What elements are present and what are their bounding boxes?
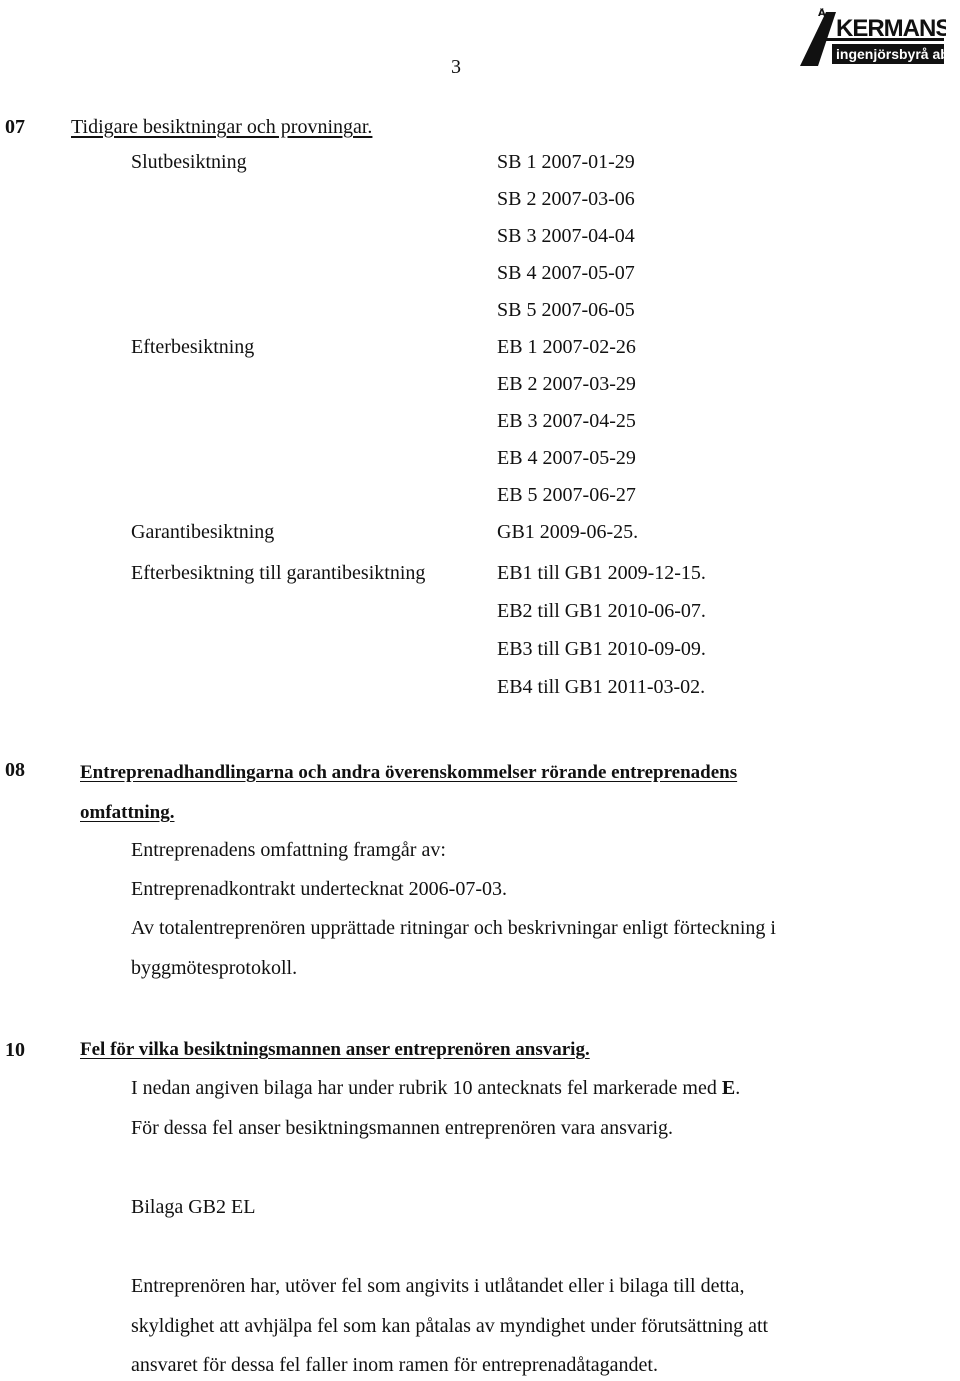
inspection-label: Efterbesiktning till garantibesiktning [131, 562, 426, 584]
inspection-entry: GB1 2009-06-25. [497, 521, 639, 543]
inspection-entry: EB3 till GB1 2010-09-09. [497, 638, 706, 660]
body-line: Entreprenören har, utöver fel som angivits i utlåtandet eller i bilaga till detta, [131, 1275, 745, 1297]
logo-sub: ingenjörsbyrå ab [836, 46, 946, 62]
section-heading-10: Fel för vilka besiktningsmannen anser entreprenören ansvarig. [80, 1039, 590, 1060]
inspection-entry: SB 5 2007-06-05 [497, 299, 635, 321]
inspection-entry: SB 4 2007-05-07 [497, 262, 635, 284]
body-line: Entreprenadens omfattning framgår av: [131, 839, 446, 861]
inspection-entry: EB 2 2007-03-29 [497, 373, 636, 395]
inspection-entry: SB 2 2007-03-06 [497, 188, 635, 210]
inspection-label: Efterbesiktning [131, 336, 255, 358]
body-line: skyldighet att avhjälpa fel som kan påtalas av myndighet under förutsättning att [131, 1315, 769, 1337]
company-logo [796, 8, 946, 68]
section-number-10: 10 [5, 1039, 25, 1061]
logo-initial: Å [818, 8, 826, 19]
body-line [131, 1078, 740, 1098]
body-line: ansvaret för dessa fel faller inom ramen för entreprenadåtagandet. [131, 1354, 658, 1376]
page-number: 3 [451, 56, 461, 78]
inspection-entry: EB 5 2007-06-27 [497, 484, 636, 506]
section-number-07: 07 [5, 116, 25, 138]
inspection-entry: EB 1 2007-02-26 [497, 336, 636, 358]
inspection-label: Garantibesiktning [131, 521, 275, 543]
section-heading-07: Tidigare besiktningar och provningar. [71, 116, 373, 138]
inspection-entry: EB1 till GB1 2009-12-15. [497, 562, 706, 584]
inspection-entry: SB 3 2007-04-04 [497, 225, 635, 247]
inspection-entry: SB 1 2007-01-29 [497, 151, 635, 173]
attachment-label: Bilaga GB2 EL [131, 1196, 256, 1218]
inspection-entry: EB2 till GB1 2010-06-07. [497, 600, 706, 622]
body-line-text: I nedan angiven bilaga har under rubrik 10 antecknats fel markerade med [131, 1077, 717, 1099]
mark-end: . [735, 1077, 741, 1099]
body-line: För dessa fel anser besiktningsmannen entreprenören vara ansvarig. [131, 1117, 674, 1139]
section-heading-08-line2: omfattning. [80, 802, 175, 823]
body-line: byggmötesprotokoll. [131, 957, 298, 979]
logo-name: KERMANS [836, 15, 946, 42]
body-line: Av totalentreprenören upprättade ritningar och beskrivningar enligt förteckning i [131, 917, 776, 939]
akermans-logo-mark [796, 8, 946, 68]
section-number-08: 08 [5, 759, 25, 781]
section-heading-08-line1: Entreprenadhandlingarna och andra överenskommelser rörande entreprenadens [80, 762, 738, 783]
body-line: Entreprenadkontrakt undertecknat 2006-07-03. [131, 878, 507, 900]
inspection-entry: EB4 till GB1 2011-03-02. [497, 676, 706, 698]
mark-letter: E [721, 1077, 736, 1099]
inspection-label: Slutbesiktning [131, 151, 247, 173]
inspection-entry: EB 4 2007-05-29 [497, 447, 636, 469]
inspection-entry: EB 3 2007-04-25 [497, 410, 636, 432]
